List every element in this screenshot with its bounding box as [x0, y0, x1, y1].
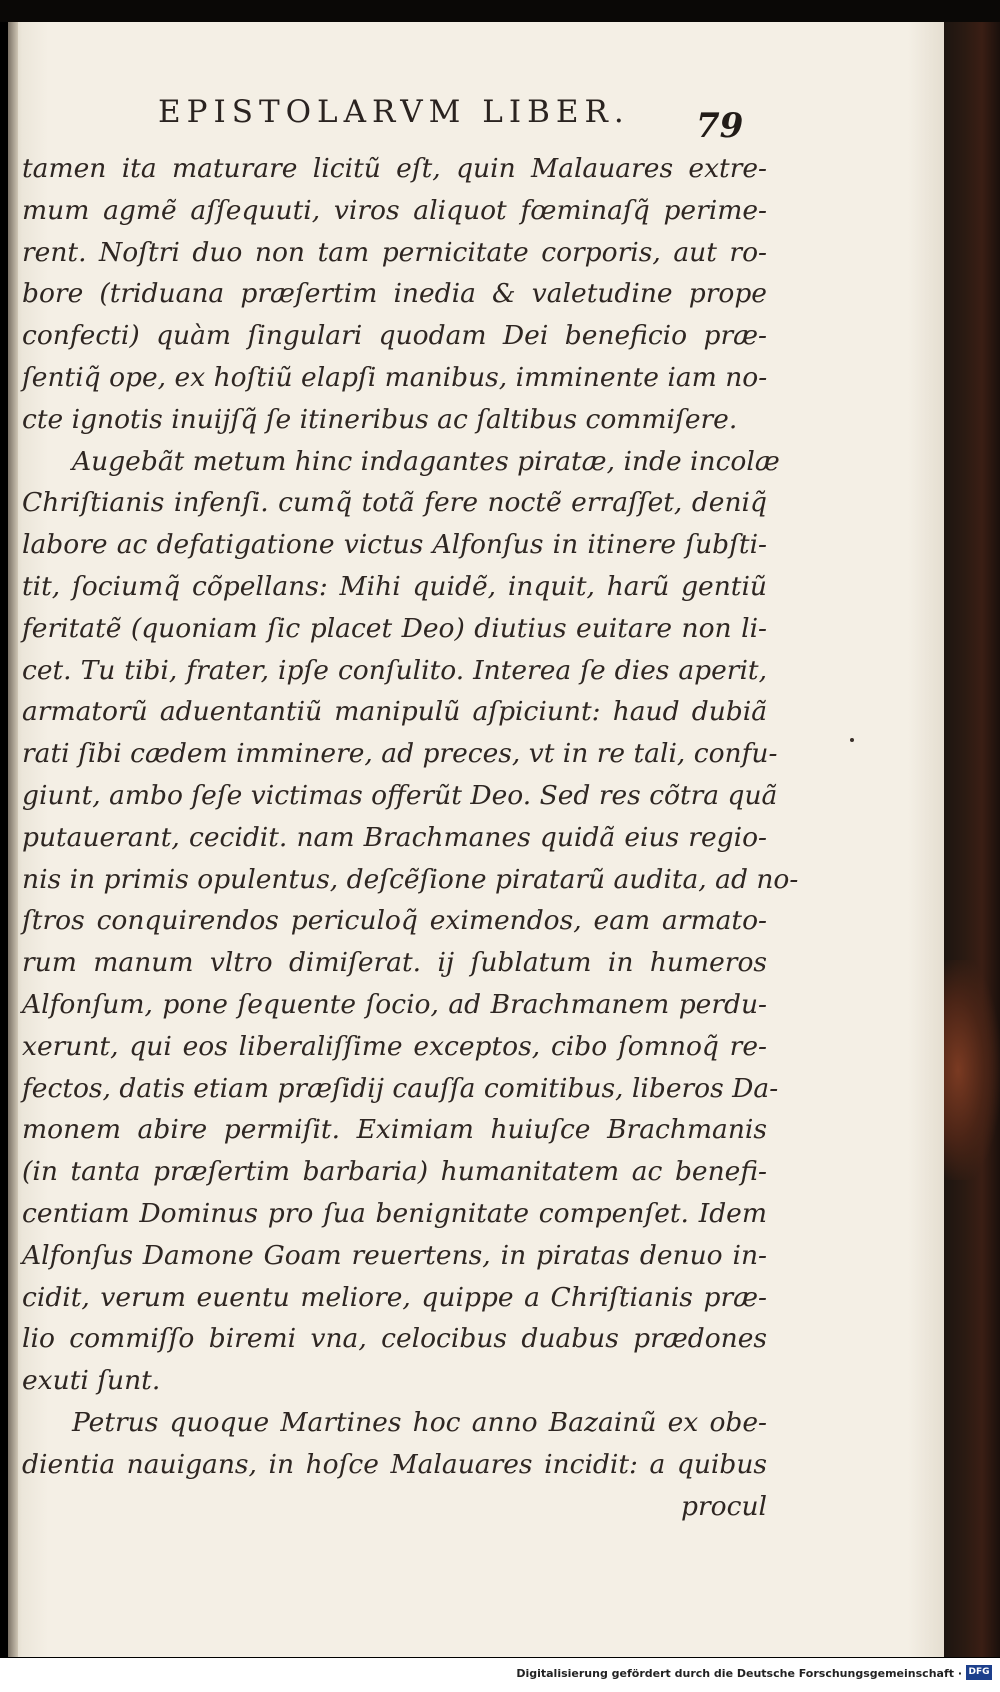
- text-line: dientia nauigans, in hoſce Malauares incidit: a quibus: [22, 1448, 767, 1480]
- text-line: tit, ſociumq̃ cõpellans: Mihi quidẽ, inquit, harũ gentiũ: [22, 570, 767, 602]
- text-line: rent. Noſtri duo non tam pernicitate corporis, aut ro-: [22, 236, 767, 268]
- text-line: lio commiſſo biremi vna, celocibus duabus prædones: [22, 1323, 767, 1355]
- text-line: Alfonſus Damone Goam reuertens, in piratas denuo in-: [22, 1239, 767, 1271]
- page-number: 79: [696, 106, 744, 146]
- ink-fleck: [850, 738, 854, 742]
- text-line: monem abire permiſit. Eximiam huiuſce Brachmanis: [22, 1114, 767, 1146]
- funding-credit: Digitalisierung gefördert durch die Deutsche Forschungsgemeinschaft ·: [516, 1667, 962, 1680]
- text-line: cet. Tu tibi, frater, ipſe conſulito. Interea ſe dies aperit,: [22, 654, 767, 686]
- text-line: putauerant, cecidit. nam Brachmanes quidã eius regio-: [22, 821, 767, 853]
- text-line: ſtros conquirendos periculoq̃ eximendos, eam armato-: [22, 905, 767, 937]
- text-line: labore ac defatigatione victus Alfonſus in itinere ſubſti-: [22, 529, 767, 561]
- text-line: rati ſibi cædem imminere, ad preces, vt in re tali, confu-: [22, 738, 778, 770]
- digitization-footer: [0, 1658, 1000, 1692]
- text-line: tamen ita maturare licitũ eſt, quin Malauares extre-: [22, 153, 767, 184]
- text-line: ſentiq̃ ope, ex hoſtiũ elapſi manibus, imminente iam no-: [22, 361, 768, 393]
- text-line: confecti) quàm ſingulari quodam Dei beneficio præ-: [22, 320, 767, 352]
- text-line: Chriſtianis infenſi. cumq̃ totã fere noctẽ erraſſet, deniq̃: [22, 487, 767, 519]
- text-line: Augebãt metum hinc indagantes piratæ, inde incolæ: [72, 445, 780, 477]
- scan-top-border: [0, 0, 1000, 22]
- text-line: Petrus quoque Martines hoc anno Bazainũ ex obe-: [72, 1406, 767, 1438]
- text-line: Alfonſum, pone ſequente ſocio, ad Brachmanem perdu-: [22, 988, 767, 1020]
- scan-right-shadow: [940, 22, 1000, 1657]
- text-line: (in tanta præſertim barbaria) humanitatem ac benefi-: [22, 1156, 767, 1188]
- text-line: xerunt, qui eos liberaliſſime exceptos, cibo ſomnoq̃ re-: [22, 1030, 767, 1062]
- text-line: rum manum vltro dimiſerat. ij ſublatum in humeros: [22, 947, 767, 979]
- text-line: giunt, ambo ſeſe victimas offerũt Deo. Sed res cõtra quã: [22, 779, 778, 811]
- text-line: nis in primis opulentus, deſcẽſione piratarũ audita, ad no-: [22, 863, 799, 895]
- text-line: mum agmẽ aſſequuti, viros aliquot fœminaſq̃ perime-: [22, 194, 767, 226]
- page-gutter-edge: [8, 22, 18, 1657]
- text-line: fectos, datis etiam præſidij cauſſa comitibus, liberos Da-: [22, 1072, 779, 1104]
- catchword: procul: [681, 1490, 767, 1522]
- text-line: centiam Dominus pro ſua benignitate compenſet. Idem: [22, 1197, 767, 1229]
- text-line: bore (triduana præſertim inedia & valetudine prope: [22, 278, 767, 310]
- book-page: [8, 22, 944, 1657]
- text-line: exuti ſunt.: [22, 1365, 161, 1397]
- text-line: armatorũ aduentantiũ manipulũ aſpiciunt: haud dubiã: [22, 696, 767, 728]
- dfg-logo: DFG: [966, 1665, 992, 1680]
- text-line: cidit, verum euentu meliore, quippe a Chriſtianis præ-: [22, 1281, 767, 1313]
- text-line: feritatẽ (quoniam ſic placet Deo) diutius euitare non li-: [22, 612, 767, 644]
- running-head: EPISTOLARVM LIBER.: [158, 94, 630, 130]
- body-text: [22, 148, 799, 1527]
- text-line: cte ignotis inuijſq̃ ſe itineribus ac ſaltibus commiſere.: [22, 403, 738, 435]
